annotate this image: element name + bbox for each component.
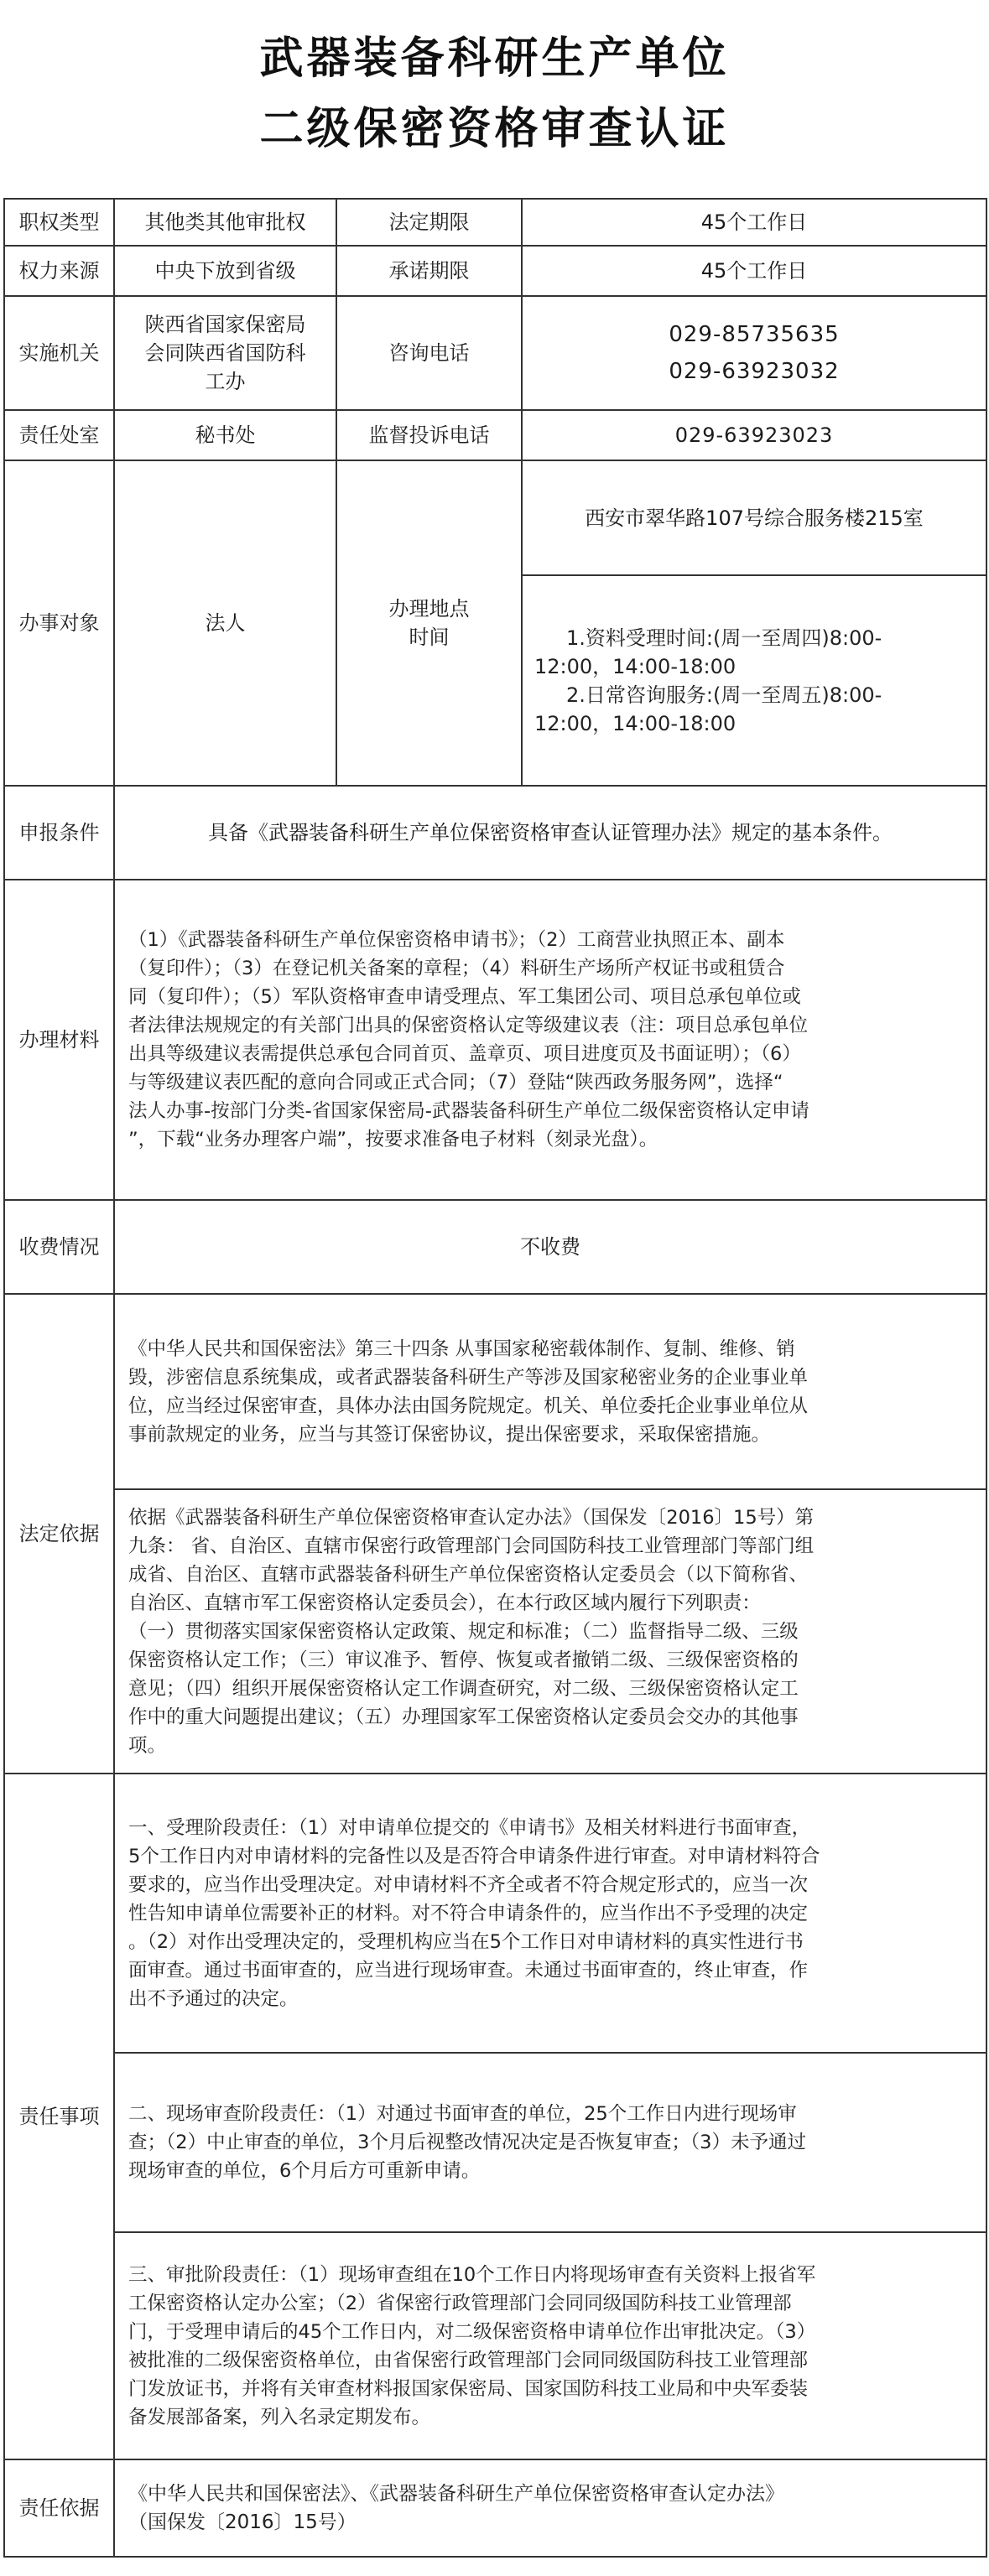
row-responsibilities [4,1774,986,2459]
stage-1-line: 面审查。通过书面审查的，应当进行现场审查。未通过书面审查的，终止审查，作 [128,1959,809,1981]
stage-1-line: 要求的，应当作出受理决定。对申请材料不齐全或者不符合规定形式的，应当一次 [128,1873,809,1896]
hours-line: 2.日常咨询服务:(周一至周五)8:00- [566,683,882,707]
materials-line: 同（复印件）；（5）军队资格审查申请受理点、军工集团公司、项目总承包单位或 [128,986,801,1008]
agency-line: 陕西省国家保密局 [144,313,306,336]
legal-basis-line: 成省、自治区、直辖市武器装备科研生产单位保密资格认定委员会（以下简称省、 [128,1563,809,1586]
row-resp-basis [4,2459,986,2557]
legal-basis-line: 依据《武器装备科研生产单位保密资格审查认定办法》（国保发〔2016〕15号）第 [128,1506,815,1529]
row-conditions [4,786,986,880]
consult-phone-1: 029-85735635 [669,322,840,347]
legal-basis-inner [115,1295,986,1773]
stage-2-line: 二、现场审查阶段责任：（1）对通过书面审查的单位，25个工作日内进行现场审 [128,2103,797,2125]
agency-line: 会同陕西省国防科 [144,341,306,365]
stage-3-line: 被批准的二级保密资格单位，由省保密行政管理部门会同同级国防科技工业管理部 [128,2349,809,2371]
stage-1-text [115,1774,986,2053]
legal-basis-line: 意见；（四）组织开展保密资格认定工作调查研究，对二级、三级保密资格认定工 [128,1677,799,1700]
stage-2-line: 现场审查的单位，6个月后方可重新申请。 [128,2160,481,2182]
legal-basis-line: 保密资格认定工作；（三）审议准予、暂停、恢复或者撤销二级、三级保密资格的 [128,1649,799,1671]
promised-limit-value: 45个工作日 [522,246,986,296]
legal-limit-label: 法定期限 [336,199,522,246]
materials-text [114,880,986,1200]
title-line-1: 武器装备科研生产单位 [259,34,730,84]
materials-line: 者法律法规规定的有关部门出具的保密资格认定等级建议表（注：项目总承包单位 [128,1015,809,1036]
fees-label: 收费情况 [4,1200,114,1294]
complaint-phone-label: 监督投诉电话 [336,410,522,460]
place-time-cell [522,460,986,786]
legal-limit-value: 45个工作日 [522,199,986,246]
stage-1-line: 5个工作日内对申请材料的完备性以及是否符合申请条件进行审查。对申请材料符合 [128,1845,820,1867]
agency-line: 工办 [205,370,246,393]
target-label: 办事对象 [4,460,114,786]
legal-basis-line: 位，应当经过保密审查，具体办法由国务院规定。机关、单位委托企业事业单位从 [128,1394,809,1417]
office-address: 西安市翠华路107号综合服务楼215室 [523,461,986,575]
place-time-label-line: 时间 [409,626,450,649]
row-materials [4,880,986,1200]
legal-basis-cell [114,1294,986,1774]
place-time-inner [523,461,986,785]
legal-basis-line: 自治区、直辖市军工保密资格认定委员会），在本行政区域内履行下列职责： [128,1592,761,1614]
place-time-label [336,460,522,786]
hours-line: 12:00，14:00-18:00 [534,711,737,735]
stage-3-line: 三、审批阶段责任：（1）现场审查组在10个工作日内将现场审查有关资料上报省军 [128,2263,816,2286]
materials-line: 法人办事-按部门分类-省国家保密局-武器装备科研生产单位二级保密资格认定申请 [128,1100,809,1122]
title-line-2: 二级保密资格审查认证 [259,104,730,154]
row-office [4,410,986,460]
stage-3-line: 工保密资格认定办公室；（2）省保密行政管理部门会同同级国防科技工业管理部 [128,2292,792,2314]
legal-basis-line: 九条： 省、自治区、直辖市保密行政管理部门会同国防科技工业管理部门等部门组 [128,1535,815,1557]
resp-basis-line: 《中华人民共和国保密法》、《武器装备科研生产单位保密资格审查认定办法》 [128,2483,784,2505]
stage-3-line: 门，于受理申请后的45个工作日内，对二级保密资格申请单位作出审批决定。（3） [128,2320,816,2343]
row-fees [4,1200,986,1294]
hours-line: 12:00，14:00-18:00 [534,654,737,678]
power-source-value: 中央下放到省级 [114,246,336,296]
hours-line: 1.资料受理时间:(周一至周四)8:00- [566,626,882,650]
conditions-label: 申报条件 [4,786,114,880]
legal-basis-line: 项。 [128,1734,167,1757]
legal-basis-block-2 [115,1489,986,1773]
legal-basis-line: 《中华人民共和国保密法》第三十四条 从事国家秘密载体制作、复制、维修、销 [128,1337,795,1360]
legal-basis-line: （一）贯彻落实国家保密资格认定政策、规定和标准；（二）监督指导二级、三级 [128,1620,799,1643]
service-hours [523,575,986,785]
stage-1-line: 性告知申请单位需要补正的材料。对不符合申请条件的，应当作出不予受理的决定 [128,1902,809,1924]
promised-limit-label: 承诺期限 [336,246,522,296]
legal-basis-line: 事前款规定的业务，应当与其签订保密协议，提出保密要求，采取保密措施。 [128,1423,771,1446]
resp-basis-label: 责任依据 [4,2459,114,2557]
power-source-label: 权力来源 [4,246,114,296]
stage-1-line: 。（2）对作出受理决定的，受理机构应当在5个工作日对申请材料的真实性进行书 [128,1930,804,1953]
stage-3-text [115,2232,986,2459]
resp-basis-text [114,2459,986,2557]
agency-value [114,296,336,410]
legal-basis-line: 作中的重大问题提出建议；（五）办理国家军工保密资格认定委员会交办的其他事 [128,1706,799,1728]
stage-3-line: 备发展部备案，列入名录定期发布。 [128,2406,431,2428]
materials-line: 与等级建议表匹配的意向合同或正式合同；（7）登陆“陕西政务服务网”，选择“ [128,1072,783,1093]
materials-line: （1）《武器装备科研生产单位保密资格申请书》；（2）工商营业执照正本、副本 [128,929,785,951]
stage-2-line: 查；（2）中止审查的单位，3个月后视整改情况决定是否恢复审查；（3）未予通过 [128,2132,806,2153]
materials-line: 出具等级建议表需提供总承包合同首页、盖章页、项目进度页及书面证明）；（6） [128,1043,801,1065]
stage-3-line: 门发放证书，并将有关审查材料报国家保密局、国家国防科技工业局和中央军委装 [128,2377,809,2400]
responsibilities-inner [115,1774,986,2459]
document-title [0,23,989,164]
stage-1-line: 一、受理阶段责任：（1）对申请单位提交的《申请书》及相关材料进行书面审查， [128,1816,811,1839]
complaint-phone-value: 029-63923023 [522,410,986,460]
row-agency [4,296,986,410]
consult-phone-values [522,296,986,410]
power-type-value: 其他类其他审批权 [114,199,336,246]
row-power-source [4,246,986,296]
materials-line: ”，下载“业务办理客户端”，按要求准备电子材料（刻录光盘）。 [128,1129,658,1150]
target-value: 法人 [114,460,336,786]
row-target [4,460,986,786]
stage-2-text [115,2053,986,2232]
power-type-label: 职权类型 [4,199,114,246]
responsibilities-label: 责任事项 [4,1774,114,2459]
consult-phone-label: 咨询电话 [336,296,522,410]
office-value: 秘书处 [114,410,336,460]
consult-phone-2: 029-63923032 [669,359,840,384]
legal-basis-line: 毁，涉密信息系统集成，或者武器装备科研生产等涉及国家秘密业务的企业事业单 [128,1366,809,1389]
stage-1-line: 出不予通过的决定。 [128,1987,299,2010]
conditions-text: 具备《武器装备科研生产单位保密资格审查认证管理办法》规定的基本条件。 [114,786,986,880]
row-power-type [4,199,986,246]
resp-basis-line: （国保发〔2016〕15号） [128,2511,357,2533]
office-label: 责任处室 [4,410,114,460]
place-time-label-line: 办理地点 [388,597,470,621]
legal-basis-block-1 [115,1295,986,1489]
info-table [3,198,987,2558]
materials-label: 办理材料 [4,880,114,1200]
legal-basis-label: 法定依据 [4,1294,114,1774]
fees-value: 不收费 [114,1200,986,1294]
row-legal-basis [4,1294,986,1774]
responsibilities-cell [114,1774,986,2459]
agency-label: 实施机关 [4,296,114,410]
materials-line: （复印件）；（3）在登记机关备案的章程；（4）料研生产场所产权证书或租赁合 [128,958,785,979]
